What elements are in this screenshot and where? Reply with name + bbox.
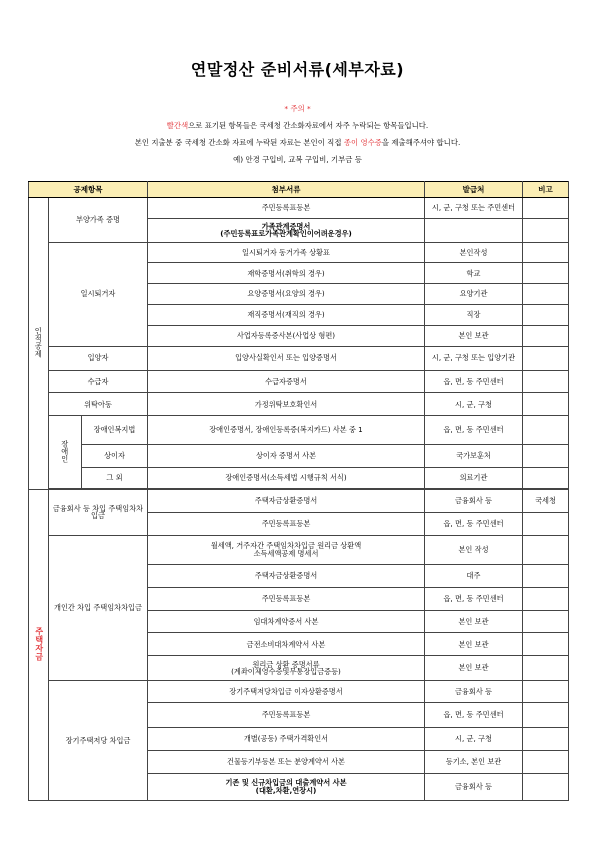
doc-cell: 주택자금상환증명서 xyxy=(148,490,425,513)
note-cell xyxy=(523,564,569,587)
issuer-cell: 등기소, 본인 보관 xyxy=(425,750,523,773)
table-row xyxy=(29,490,569,513)
note-cell xyxy=(523,633,569,656)
note-cell xyxy=(523,284,569,305)
doc-cell: 금전소비대차계약서 사본 xyxy=(148,633,425,656)
table-row xyxy=(29,393,569,416)
item-foster: 위탁아동 xyxy=(49,393,148,416)
notice-line-1 xyxy=(0,117,595,134)
doc-cell: 원리금 상환 증명서류 (계좌이체영수증및무통장입금증등) xyxy=(148,656,425,681)
doc-cell: 장애인증명서(소득세법 시행규칙 서식) xyxy=(148,468,425,489)
section-personal: 인적공제 xyxy=(29,198,49,490)
doc-cell: 기존 및 신규차입금의 대출계약서 사본 (대환,차환,연장시) xyxy=(148,773,425,800)
note-cell xyxy=(523,512,569,535)
doc-cell: 일시퇴거자 동거가족 상황표 xyxy=(148,242,425,263)
item-disabled-other: 그 외 xyxy=(82,468,148,489)
issuer-cell xyxy=(425,218,523,242)
issuer-cell: 시, 군, 구청 xyxy=(425,727,523,750)
issuer-cell: 본인 보관 xyxy=(425,610,523,633)
notice-heading: * 주의 * xyxy=(284,104,311,113)
issuer-cell: 읍, 면, 동 주민센터 xyxy=(425,370,523,393)
documents-table xyxy=(28,181,569,801)
note-cell xyxy=(523,416,569,445)
note-cell xyxy=(523,325,569,346)
table-row xyxy=(29,445,569,468)
note-cell xyxy=(523,773,569,800)
issuer-cell: 학교 xyxy=(425,263,523,284)
issuer-cell: 읍, 면, 동 주민센터 xyxy=(425,512,523,535)
notice-line-1-text: 으로 표기된 항목들은 국세청 간소화자료에서 자주 누락되는 항목들입니다. xyxy=(188,121,429,130)
doc-cell: 주민등록표등본 xyxy=(148,512,425,535)
issuer-cell: 본인작성 xyxy=(425,242,523,263)
issuer-cell: 금융회사 등 xyxy=(425,773,523,800)
doc-cell: 요양증명서(요양의 경우) xyxy=(148,284,425,305)
doc-cell: 장기주택저당차입금 이자상환증명서 xyxy=(148,681,425,703)
doc-cell: 주민등록표등본 xyxy=(148,587,425,610)
doc-cell: 가족관계증명서 (주민등록표로가족관계확인이어려운경우) xyxy=(148,218,425,242)
table-row xyxy=(29,416,569,445)
item-disabled: 장애인 xyxy=(49,416,82,489)
item-temporary: 일시퇴거자 xyxy=(49,242,148,346)
note-cell xyxy=(523,656,569,681)
note-cell xyxy=(523,587,569,610)
issuer-cell: 금융회사 등 xyxy=(425,681,523,703)
issuer-cell: 의료기관 xyxy=(425,468,523,489)
table-row xyxy=(29,535,569,564)
section-housing: 주택자금 xyxy=(29,490,49,801)
issuer-cell: 대주 xyxy=(425,564,523,587)
note-cell xyxy=(523,305,569,326)
issuer-cell: 본인 보관 xyxy=(425,656,523,681)
issuer-cell: 읍, 면, 동 주민센터 xyxy=(425,703,523,728)
doc-cell: 월세액, 거주자간 주택임차차입금 원리금 상환액 소득세액공제 명세서 xyxy=(148,535,425,564)
doc-cell: 주택자금상환증명서 xyxy=(148,564,425,587)
note-cell xyxy=(523,468,569,489)
note-cell xyxy=(523,218,569,242)
issuer-cell: 금융회사 등 xyxy=(425,490,523,513)
note-cell xyxy=(523,393,569,416)
item-disabled-veteran: 상이자 xyxy=(82,445,148,468)
notice-line-2-pre: 본인 지출분 중 국세청 간소화 자료에 누락된 자료는 본인이 직접 xyxy=(134,138,344,147)
item-private-loan: 개인간 차입 주택임차차입금 xyxy=(49,535,148,680)
note-cell: 국세청 xyxy=(523,490,569,513)
doc-cell: 임대차계약증서 사본 xyxy=(148,610,425,633)
item-dependent: 부양가족 증명 xyxy=(49,198,148,243)
issuer-cell: 시, 군, 구청 xyxy=(425,393,523,416)
note-cell xyxy=(523,681,569,703)
doc-cell: 재학증명서(취학의 경우) xyxy=(148,263,425,284)
issuer-cell: 본인 작성 xyxy=(425,535,523,564)
doc-cell: 주민등록표등본 xyxy=(148,703,425,728)
doc-cell: 수급자증명서 xyxy=(148,370,425,393)
issuer-cell: 본인 보관 xyxy=(425,633,523,656)
note-cell xyxy=(523,198,569,219)
issuer-cell: 시, 군, 구청 또는 입양기관 xyxy=(425,346,523,370)
doc-cell: 입양사실확인서 또는 입양증명서 xyxy=(148,346,425,370)
doc-cell: 건물등기부등본 또는 분양계약서 사본 xyxy=(148,750,425,773)
item-longterm-mortgage: 장기주택저당 차입금 xyxy=(49,681,148,801)
doc-cell: 사업자등록증사본(사업상 형편) xyxy=(148,325,425,346)
page-title: 연말정산 준비서류(세부자료) xyxy=(190,60,405,79)
note-cell xyxy=(523,263,569,284)
issuer-cell: 본인 보관 xyxy=(425,325,523,346)
item-recipient: 수급자 xyxy=(49,370,148,393)
doc-cell: 재직증명서(재직의 경우) xyxy=(148,305,425,326)
item-financial-loan: 금융회사 등 차입 주택임차차입금 xyxy=(49,490,148,536)
item-adoptee: 입양자 xyxy=(49,346,148,370)
notice-line-3: 예) 안경 구입비, 교복 구입비, 기부금 등 xyxy=(233,155,362,164)
table-row xyxy=(29,346,569,370)
table-header-row xyxy=(29,182,569,198)
notice-paper-receipt: 종이 영수증 xyxy=(343,138,382,147)
doc-cell: 장애인증명서, 장애인등록증(복지카드) 사본 중 1 xyxy=(148,416,425,445)
header-issuer: 발급처 xyxy=(425,182,523,198)
note-cell xyxy=(523,346,569,370)
doc-cell: 가정위탁보호확인서 xyxy=(148,393,425,416)
header-docs: 첨부서류 xyxy=(148,182,425,198)
issuer-cell: 읍, 면, 동 주민센터 xyxy=(425,587,523,610)
issuer-cell: 읍, 면, 동 주민센터 xyxy=(425,416,523,445)
notice-red-word: 빨간색 xyxy=(166,121,189,130)
doc-cell: 개별(공동) 주택가격확인서 xyxy=(148,727,425,750)
notice-block xyxy=(0,100,595,168)
note-cell xyxy=(523,703,569,728)
header-item: 공제항목 xyxy=(29,182,148,198)
doc-cell: 상이자 증명서 사본 xyxy=(148,445,425,468)
table-row xyxy=(29,242,569,263)
note-cell xyxy=(523,535,569,564)
table-row xyxy=(29,198,569,219)
notice-line-2-post: 을 제출해주셔야 합니다. xyxy=(381,138,461,147)
note-cell xyxy=(523,370,569,393)
table-row xyxy=(29,370,569,393)
table-row xyxy=(29,468,569,489)
note-cell xyxy=(523,610,569,633)
note-cell xyxy=(523,445,569,468)
note-cell xyxy=(523,727,569,750)
note-cell xyxy=(523,750,569,773)
doc-cell: 주민등록표등본 xyxy=(148,198,425,219)
issuer-cell: 요양기관 xyxy=(425,284,523,305)
table-row xyxy=(29,681,569,703)
header-note: 비고 xyxy=(523,182,569,198)
issuer-cell: 국가보훈처 xyxy=(425,445,523,468)
note-cell xyxy=(523,242,569,263)
item-disabled-welfare: 장애인복지법 xyxy=(82,416,148,445)
issuer-cell: 직장 xyxy=(425,305,523,326)
issuer-cell: 시, 군, 구청 또는 주민센터 xyxy=(425,198,523,219)
notice-line-2 xyxy=(0,134,595,151)
